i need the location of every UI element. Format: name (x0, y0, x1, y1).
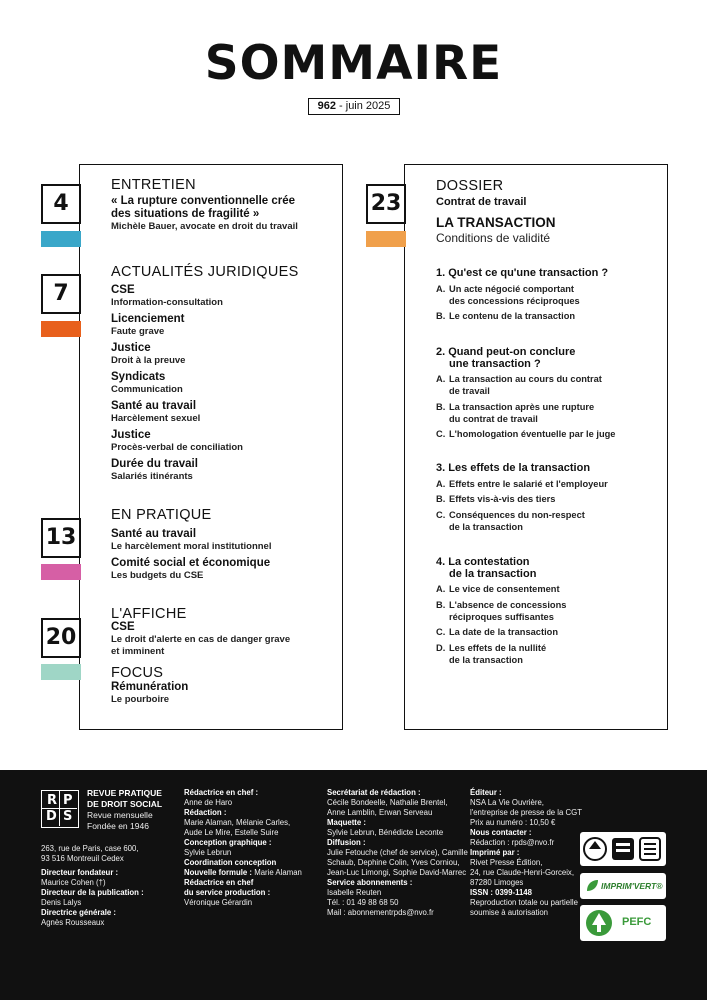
item-text: La transaction au cours du contrat (449, 374, 602, 384)
item-letter: C. (436, 627, 446, 637)
entretien-title-line-1[interactable]: « La rupture conventionnelle crée (111, 195, 296, 207)
item-letter: A. (436, 284, 446, 294)
dossier-part-1-item-a[interactable] (436, 284, 580, 307)
revue-line-3: Revue mensuelle (87, 810, 153, 820)
pefc-tree-icon (584, 908, 614, 938)
actualites-item-title[interactable]: Santé au travail (111, 400, 197, 412)
secretariat-line-2: Anne Lamblin, Erwan Serveau (327, 808, 433, 817)
prod: Véronique Gérardin (184, 898, 253, 907)
redaction-block (184, 788, 302, 908)
redac-chef: Anne de Haro (184, 798, 233, 807)
imprime-line-3: 87280 Limoges (470, 878, 524, 887)
dossier-part-4-title-line-2[interactable]: de la transaction (449, 568, 537, 580)
item-letter: A. (436, 374, 446, 384)
dossier-part-3-item-a[interactable] (436, 479, 608, 491)
section-number-pratique[interactable]: 13 (41, 518, 81, 558)
item-text-cont: de travail (449, 385, 490, 396)
focus-sub: Le pourboire (111, 694, 170, 705)
section-heading-focus: FOCUS (111, 665, 164, 681)
item-letter: B. (436, 311, 446, 321)
pefc-label: PEFC (622, 916, 652, 928)
dossier-part-4-item-a[interactable] (436, 584, 560, 596)
item-text-cont: réciproques suffisantes (449, 611, 554, 622)
maquette: Sylvie Lebrun, Bénédicte Leconte (327, 828, 444, 837)
dossier-part-2-item-c[interactable] (436, 429, 615, 441)
directors-block (41, 868, 144, 928)
dossier-part-4-item-c[interactable] (436, 627, 558, 639)
abonnements-phone: Tél. : 01 49 88 68 50 (327, 898, 399, 907)
item-letter: A. (436, 584, 446, 594)
repro-line-2: soumise à autorisation (470, 908, 549, 917)
rpds-logo (41, 790, 79, 828)
item-letter: C. (436, 429, 446, 439)
item-text: L'homologation éventuelle par le juge (449, 429, 616, 439)
diffusion-line-2: Schaub, Dephine Colin, Yves Corniou, (327, 858, 460, 867)
item-text: Conséquences du non-respect (449, 510, 585, 520)
diffusion-line-1: Julie Fetouche (chef de service), Camille (327, 848, 468, 857)
contact-mail[interactable]: Rédaction : rpds@nvo.fr (470, 838, 555, 847)
actualites-item-sub: Salariés itinérants (111, 471, 193, 482)
item-text-cont: de la transaction (449, 654, 523, 665)
actualites-item-title[interactable]: Durée du travail (111, 458, 198, 470)
section-color-bar-affiche (41, 664, 81, 680)
pratique-item-title[interactable]: Santé au travail (111, 528, 197, 540)
logo-letter: P (63, 793, 73, 808)
dossier-part-2-item-a[interactable] (436, 374, 602, 397)
item-text-cont: de la transaction (449, 521, 523, 532)
item-text: Effets entre le salarié et l'employeur (449, 479, 608, 489)
actualites-item-title[interactable]: Syndicats (111, 371, 166, 383)
issn: ISSN : 0399-1148 (470, 888, 532, 897)
redac-chef-label: Rédactrice en chef : (184, 788, 259, 797)
diffusion-line-3: Jean-Luc Limongi, Sophie David-Marrec (327, 868, 467, 877)
logo-letter: R (47, 793, 58, 808)
section-number-actualites[interactable]: 7 (41, 274, 81, 314)
pefc-badge (580, 905, 666, 941)
secretariat-label: Secrétariat de rédaction : (327, 788, 421, 797)
dossier-subtitle: Conditions de validité (436, 231, 551, 245)
actualites-item-sub: Harcèlement sexuel (111, 413, 201, 424)
actualites-item-sub: Faute grave (111, 326, 165, 337)
section-heading-actualites: ACTUALITÉS JURIDIQUES (111, 264, 299, 280)
generale-label: Directrice générale : (41, 908, 116, 917)
abonnements-label: Service abonnements : (327, 878, 413, 887)
logo-letter: S (63, 809, 73, 824)
redaction-line-2: Aude Le Mire, Estelle Suire (184, 828, 279, 837)
publication-label: Directeur de la publication : (41, 888, 144, 897)
revue-line-2: DE DROIT SOCIAL (87, 799, 163, 809)
leaf-icon (585, 879, 599, 893)
issue-badge (308, 98, 400, 115)
item-text: Le contenu de la transaction (449, 311, 576, 321)
imprime-line-2: 24, rue Claude-Henri-Gorceix, (470, 868, 575, 877)
imprime-line-1: Rivet Presse Édition, (470, 858, 543, 867)
actualites-item-sub: Information-consultation (111, 297, 223, 308)
fondateur: Maurice Cohen (†) (41, 878, 106, 887)
imprime-label: Imprimé par : (470, 848, 520, 857)
publication: Denis Lalys (41, 898, 82, 907)
redaction-label: Rédaction : (184, 808, 227, 817)
address-block (41, 844, 139, 864)
repro-line-1: Reproduction totale ou partielle (470, 898, 578, 907)
item-text: Les effets de la nullité (449, 643, 547, 653)
address-line-2: 93 516 Montreuil Cedex (41, 854, 124, 863)
entretien-author: Michèle Bauer, avocate en droit du travail (111, 221, 298, 232)
dossier-part-3-item-b[interactable] (436, 494, 555, 506)
actualites-item-sub: Communication (111, 384, 183, 395)
dossier-part-2-title-line-2[interactable]: une transaction ? (449, 358, 541, 370)
pratique-item-title[interactable]: Comité social et économique (111, 557, 271, 569)
item-text: La transaction après une rupture (449, 402, 595, 412)
item-letter: C. (436, 510, 446, 520)
affiche-title[interactable]: CSE (111, 621, 135, 633)
dossier-part-4-item-b[interactable] (436, 600, 566, 623)
coord-label-1: Coordination conception (184, 858, 277, 867)
diffusion-label: Diffusion : (327, 838, 366, 847)
pratique-item-sub: Le harcèlement moral institutionnel (111, 541, 272, 552)
item-letter: B. (436, 600, 446, 610)
section-number-dossier[interactable]: 23 (366, 184, 406, 224)
section-color-bar-entretien (41, 231, 81, 247)
issue-dash: - (339, 100, 346, 112)
item-letter: D. (436, 643, 446, 653)
dossier-part-4-item-d[interactable] (436, 643, 546, 666)
generale: Agnès Rousseaux (41, 918, 105, 927)
section-heading-pratique: EN PRATIQUE (111, 507, 212, 523)
maquette-label: Maquette : (327, 818, 366, 827)
actualites-item-title[interactable]: Justice (111, 342, 151, 354)
revue-block (87, 788, 162, 832)
editeur-line-2: l'entreprise de presse de la CGT (470, 808, 582, 817)
abonnements-line-1: Isabelle Reuten (327, 888, 382, 897)
revue-line-1: REVUE PRATIQUE (87, 788, 162, 798)
coord: Marie Alaman (254, 868, 302, 877)
section-color-bar-pratique (41, 564, 81, 580)
graphique-label: Conception graphique : (184, 838, 272, 847)
dossier-part-3-item-c[interactable] (436, 510, 585, 533)
actualites-item-sub: Droit à la preuve (111, 355, 186, 366)
section-number-entretien[interactable]: 4 (41, 184, 81, 224)
actualites-item-sub: Procès-verbal de conciliation (111, 442, 243, 453)
colophon-footer (0, 770, 707, 1000)
secretariat-line-1: Cécile Bondeelle, Nathalie Brentel, (327, 798, 448, 807)
redaction-line-1: Marie Alaman, Mélanie Carles, (184, 818, 291, 827)
section-number-affiche[interactable]: 20 (41, 618, 81, 658)
entretien-title-line-2[interactable]: des situations de fragilité » (111, 208, 260, 220)
item-text-cont: des concessions réciproques (449, 295, 580, 306)
affiche-sub-line-2: et imminent (111, 646, 165, 657)
recycling-badge (580, 832, 666, 866)
dossier-part-2-title-line-1[interactable]: 2. Quand peut-on conclure (436, 346, 576, 358)
logo-letter: D (46, 809, 57, 824)
item-letter: B. (436, 402, 446, 412)
item-text: La date de la transaction (449, 627, 559, 637)
affiche-sub-line-1: Le droit d'alerte en cas de danger grave (111, 634, 291, 645)
dossier-part-2-item-b[interactable] (436, 402, 594, 425)
revue-line-4: Fondée en 1946 (87, 821, 149, 831)
dossier-part-1-item-b[interactable] (436, 311, 575, 323)
recycling-icons (580, 832, 666, 866)
section-color-bar-dossier (366, 231, 406, 247)
address-line-1: 263, rue de Paris, case 600, (41, 844, 139, 853)
pratique-item-sub: Les budgets du CSE (111, 570, 204, 581)
issue-date: juin 2025 (345, 100, 391, 112)
section-heading-entretien: ENTRETIEN (111, 177, 196, 193)
item-text-cont: du contrat de travail (449, 413, 538, 424)
editeur-line-1: NSA La Vie Ouvrière, (470, 798, 544, 807)
contact-label: Nous contacter : (470, 828, 532, 837)
item-text: L'absence de concessions (449, 600, 567, 610)
secretariat-block (327, 788, 468, 918)
imprim-vert-badge (580, 873, 666, 899)
section-heading-affiche: L'AFFICHE (111, 606, 187, 622)
editeur-label: Éditeur : (470, 788, 502, 797)
editeur-block (470, 788, 582, 918)
graphique: Sylvie Lebrun (184, 848, 232, 857)
item-letter: A. (436, 479, 446, 489)
imprim-vert-label: IMPRIM'VERT® (601, 881, 663, 891)
dossier-part-1-title[interactable]: 1. Qu'est ce qu'une transaction ? (436, 267, 609, 279)
logo-divider-v (59, 791, 60, 826)
prod-label-1: Rédactrice en chef (184, 878, 254, 887)
dossier-part-4-title-line-1[interactable]: 4. La contestation (436, 556, 530, 568)
prix: Prix au numéro : 10,50 € (470, 818, 556, 827)
item-text: Le vice de consentement (449, 584, 560, 594)
item-letter: B. (436, 494, 446, 504)
dossier-part-3-title[interactable]: 3. Les effets de la transaction (436, 462, 591, 474)
actualites-item-title[interactable]: Justice (111, 429, 151, 441)
actualites-item-title[interactable]: Licenciement (111, 313, 185, 325)
dossier-subheading: Contrat de travail (436, 196, 527, 208)
actualites-item-title[interactable]: CSE (111, 284, 135, 296)
prod-label-2: du service production : (184, 888, 271, 897)
fondateur-label: Directeur fondateur : (41, 868, 119, 877)
focus-title[interactable]: Rémunération (111, 681, 189, 693)
section-color-bar-actualites (41, 321, 81, 337)
item-text: Un acte négocié comportant (449, 284, 575, 294)
section-heading-dossier: DOSSIER (436, 178, 504, 194)
page-title: SOMMAIRE (204, 36, 503, 91)
item-text: Effets vis-à-vis des tiers (449, 494, 556, 504)
issue-number: 962 (317, 100, 336, 112)
abonnements-mail[interactable]: Mail : abonnementrpds@nvo.fr (327, 908, 434, 917)
coord-label-2: Nouvelle formule : (184, 868, 253, 877)
dossier-title[interactable]: LA TRANSACTION (436, 215, 556, 230)
